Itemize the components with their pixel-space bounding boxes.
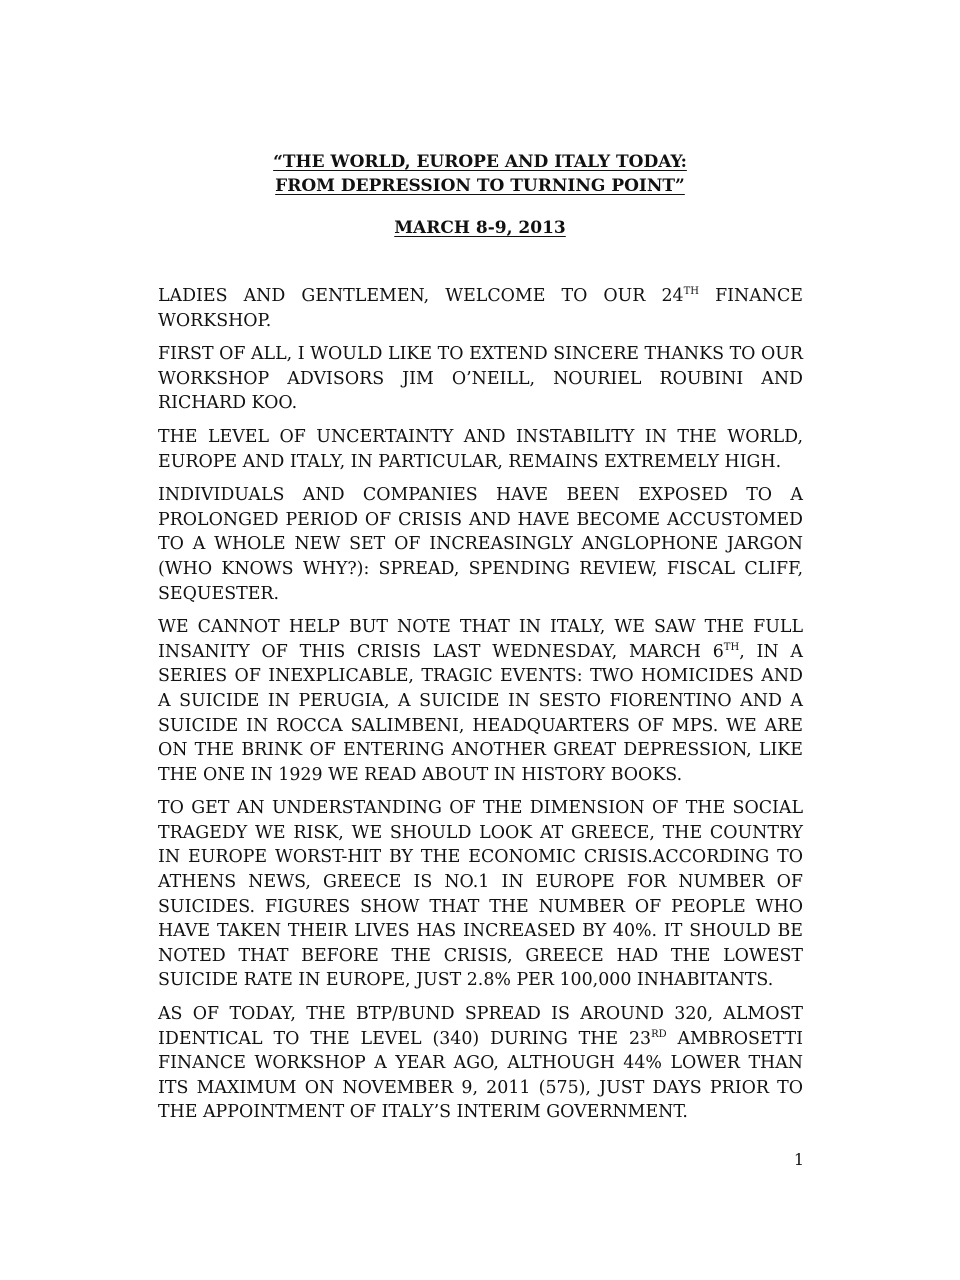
paragraph-welcome: [158, 284, 803, 333]
paragraph-spread: [158, 1002, 803, 1125]
event-date: MARCH 8-9, 2013: [394, 218, 566, 238]
paragraph-spread-text-a: AS OF TODAY, THE BTP/BUND SPREAD IS AROUND 320, ALMOST IDENTICAL TO THE LEVEL (340) DURING THE 23: [158, 1004, 803, 1049]
ordinal-suffix: TH: [723, 641, 740, 653]
paragraph-crisis-jargon: INDIVIDUALS AND COMPANIES HAVE BEEN EXPOSED TO A PROLONGED PERIOD OF CRISIS AND HAVE BECOME ACCUSTOMED TO A WHOLE NEW SET OF INCREASINGLY ANGLOPHONE JARGON (WHO KNOWS WHY?): SPREAD, SPENDING REVIEW, FISCAL CLIFF, SEQUESTER.: [158, 485, 803, 604]
title-line-1: “THE WORLD, EUROPE AND ITALY TODAY:: [273, 152, 687, 172]
paragraph-welcome-text-b: FINANCE WORKSHOP.: [158, 286, 803, 331]
ordinal-suffix: RD: [651, 1028, 667, 1040]
speech-body: [158, 284, 803, 1134]
paragraph-uncertainty: THE LEVEL OF UNCERTAINTY AND INSTABILITY IN THE WORLD, EUROPE AND ITALY, IN PARTICULAR, REMAINS EXTREMELY HIGH.: [158, 426, 803, 472]
title-line-2: FROM DEPRESSION TO TURNING POINT”: [275, 176, 685, 196]
ordinal-suffix: TH: [683, 286, 699, 298]
page-number: 1: [793, 1150, 804, 1169]
paragraph-welcome-text-a: LADIES AND GENTLEMEN, WELCOME TO OUR 24: [158, 286, 684, 306]
paragraph-thanks: FIRST OF ALL, I WOULD LIKE TO EXTEND SINCERE THANKS TO OUR WORKSHOP ADVISORS JIM O’NEILL, NOURIEL ROUBINI AND RICHARD KOO.: [158, 344, 803, 414]
paragraph-italy-events-text-b: , IN A SERIES OF INEXPLICABLE, TRAGIC EVENTS: TWO HOMICIDES AND A SUICIDE IN PERUGIA, A SUICIDE IN SESTO FIORENTINO AND A SUICIDE IN ROCCA SALIMBENI, HEADQUARTERS OF MPS. WE ARE ON THE BRINK OF ENTERING ANOTHER GREAT DEPRESSION, LIKE THE ONE IN 1929 WE READ ABOUT IN HISTORY BOOKS.: [158, 641, 803, 785]
document-title: [0, 150, 960, 198]
paragraph-spread-text-b: AMBROSETTI FINANCE WORKSHOP A YEAR AGO, ALTHOUGH 44% LOWER THAN ITS MAXIMUM ON NOVEMBER 9, 2011 (575), JUST DAYS PRIOR TO THE APPOINTMENT OF ITALY’S INTERIM GOVERNMENT.: [158, 1028, 803, 1123]
paragraph-italy-events: [158, 615, 803, 787]
paragraph-italy-events-text-a: WE CANNOT HELP BUT NOTE THAT IN ITALY, WE SAW THE FULL INSANITY OF THIS CRISIS LAST WEDNESDAY, MARCH 6: [158, 617, 803, 662]
paragraph-greece: TO GET AN UNDERSTANDING OF THE DIMENSION OF THE SOCIAL TRAGEDY WE RISK, WE SHOULD LOOK AT GREECE, THE COUNTRY IN EUROPE WORST-HIT BY THE ECONOMIC CRISIS.ACCORDING TO ATHENS NEWS, GREECE IS NO.1 IN EUROPE FOR NUMBER OF SUICIDES. FIGURES SHOW THAT THE NUMBER OF PEOPLE WHO HAVE TAKEN THEIR LIVES HAS INCREASED BY 40%. IT SHOULD BE NOTED THAT BEFORE THE CRISIS, GREECE HAD THE LOWEST SUICIDE RATE IN EUROPE, JUST 2.8% PER 100,000 INHABITANTS.: [158, 798, 803, 991]
